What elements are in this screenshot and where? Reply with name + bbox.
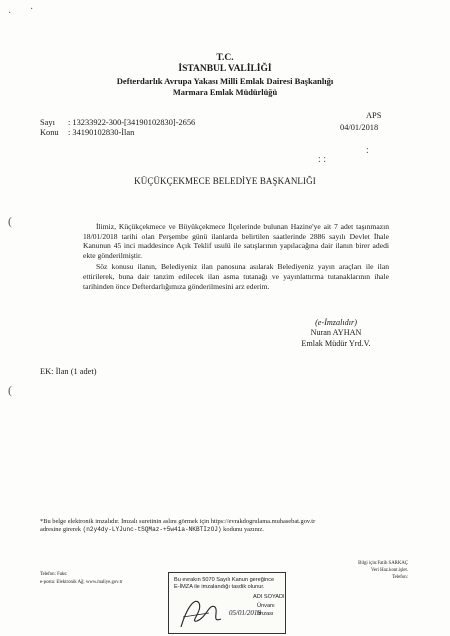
konu-value: : 34190102830-İlan — [68, 128, 135, 137]
scan-mark: · — [30, 4, 34, 15]
header-tc: T.C. — [216, 53, 234, 63]
stamp-unvan-label: Ünvanı — [257, 603, 275, 609]
footer-phone: Telefon: — [392, 575, 408, 580]
e-document-line-1: *Bu belge elektronik imzalıdır. İmzalı suretinin aslını görmek için https://evrakdogrulama.muhasebat.gov.tr — [40, 518, 316, 525]
e-document-prefix: adresine girerek — [40, 526, 81, 534]
scan-mark: ( — [8, 383, 12, 397]
stamp-name-label: ADI SOYADI — [253, 594, 285, 600]
e-document-line-2 — [40, 526, 390, 534]
scan-mark: : : — [318, 154, 327, 165]
certification-stamp — [168, 572, 286, 634]
scan-mark: ( — [8, 214, 12, 228]
e-document-suffix: kodunu yazınız. — [223, 526, 264, 534]
letter-body — [83, 222, 389, 293]
verification-code: (n2y4dy-LYJunc-tSQMaz-+5w41a-NKBTIzOJ) — [82, 526, 222, 534]
signer-name: Nuran AYHAN — [310, 328, 362, 337]
stamp-date: 05/01/2018 — [229, 609, 261, 617]
recipient: KÜÇÜKÇEKMECE BELEDİYE BAŞKANLIĞI — [134, 176, 316, 186]
scan-mark: : — [366, 145, 369, 156]
sayi-value: : 13233922-300-[34190102830]-2656 — [68, 118, 196, 127]
konu-label: Konu — [40, 128, 59, 137]
stamp-line-1: Bu evrakın 5070 Sayılı Kanun gereğince — [174, 577, 275, 583]
footer-info: Bilgi için:Fatih SARKAÇ — [358, 561, 408, 566]
stamp-line-2: E-İMZA ile imzalandığı tasdik olunur. — [174, 584, 265, 590]
footer-web: e-posta: Elektronik Ağ: www.maliye.gov.tr — [40, 580, 123, 585]
footer-unit: Veri Haz.kont.işlet. — [370, 568, 408, 573]
stamp-imza-label: İmzası — [257, 611, 274, 617]
header-department: Defterdarlık Avrupa Yakası Milli Emlak Dairesi Başkanlığı — [116, 76, 334, 86]
enclosure: EK: İlan (1 adet) — [40, 367, 97, 376]
aps-label: APS — [366, 111, 382, 120]
paragraph-2: Söz konusu ilanın, Belediyeniz ilan panosuna asılarak Belediyeniz yayın araçları ile ilan ettirilerek, buna dair tanzim edilecek ilan asma tutanağı ve yayınlattırma tutanaklarının ihale tarihinden önce Defterdarlığımıza gönderilmesini arz ederim. — [83, 262, 389, 291]
footer-contact: Telefon: Faks: — [40, 572, 68, 577]
sayi-label: Sayı — [40, 118, 55, 127]
header-province: İSTANBUL VALİLİĞİ — [178, 64, 272, 74]
e-document-note — [40, 518, 390, 534]
scan-mark: · — [8, 8, 12, 19]
signer-title: Emlak Müdür Yrd.V. — [301, 339, 371, 348]
header-subunit: Marmara Emlak Müdürlüğü — [172, 88, 278, 97]
paragraph-1: İlimiz, Küçükçekmece ve Büyükçekmece İlçelerinde bulunan Hazine'ye ait 7 adet taşınmazın 18/01/2018 tarihi olan Perşembe günü ilanlarda belirtilen saatlerinde 2886 sayılı Devlet İhale Kanunun 45 inci maddesince Açık Teklif usulü ile satışlarının yapılacağına dair ilanın birer adedi ekte gönderilmiştir. — [83, 222, 389, 260]
document-date: 04/01/2018 — [340, 123, 379, 132]
e-signature-note: (e-İmzalıdır) — [315, 318, 357, 327]
